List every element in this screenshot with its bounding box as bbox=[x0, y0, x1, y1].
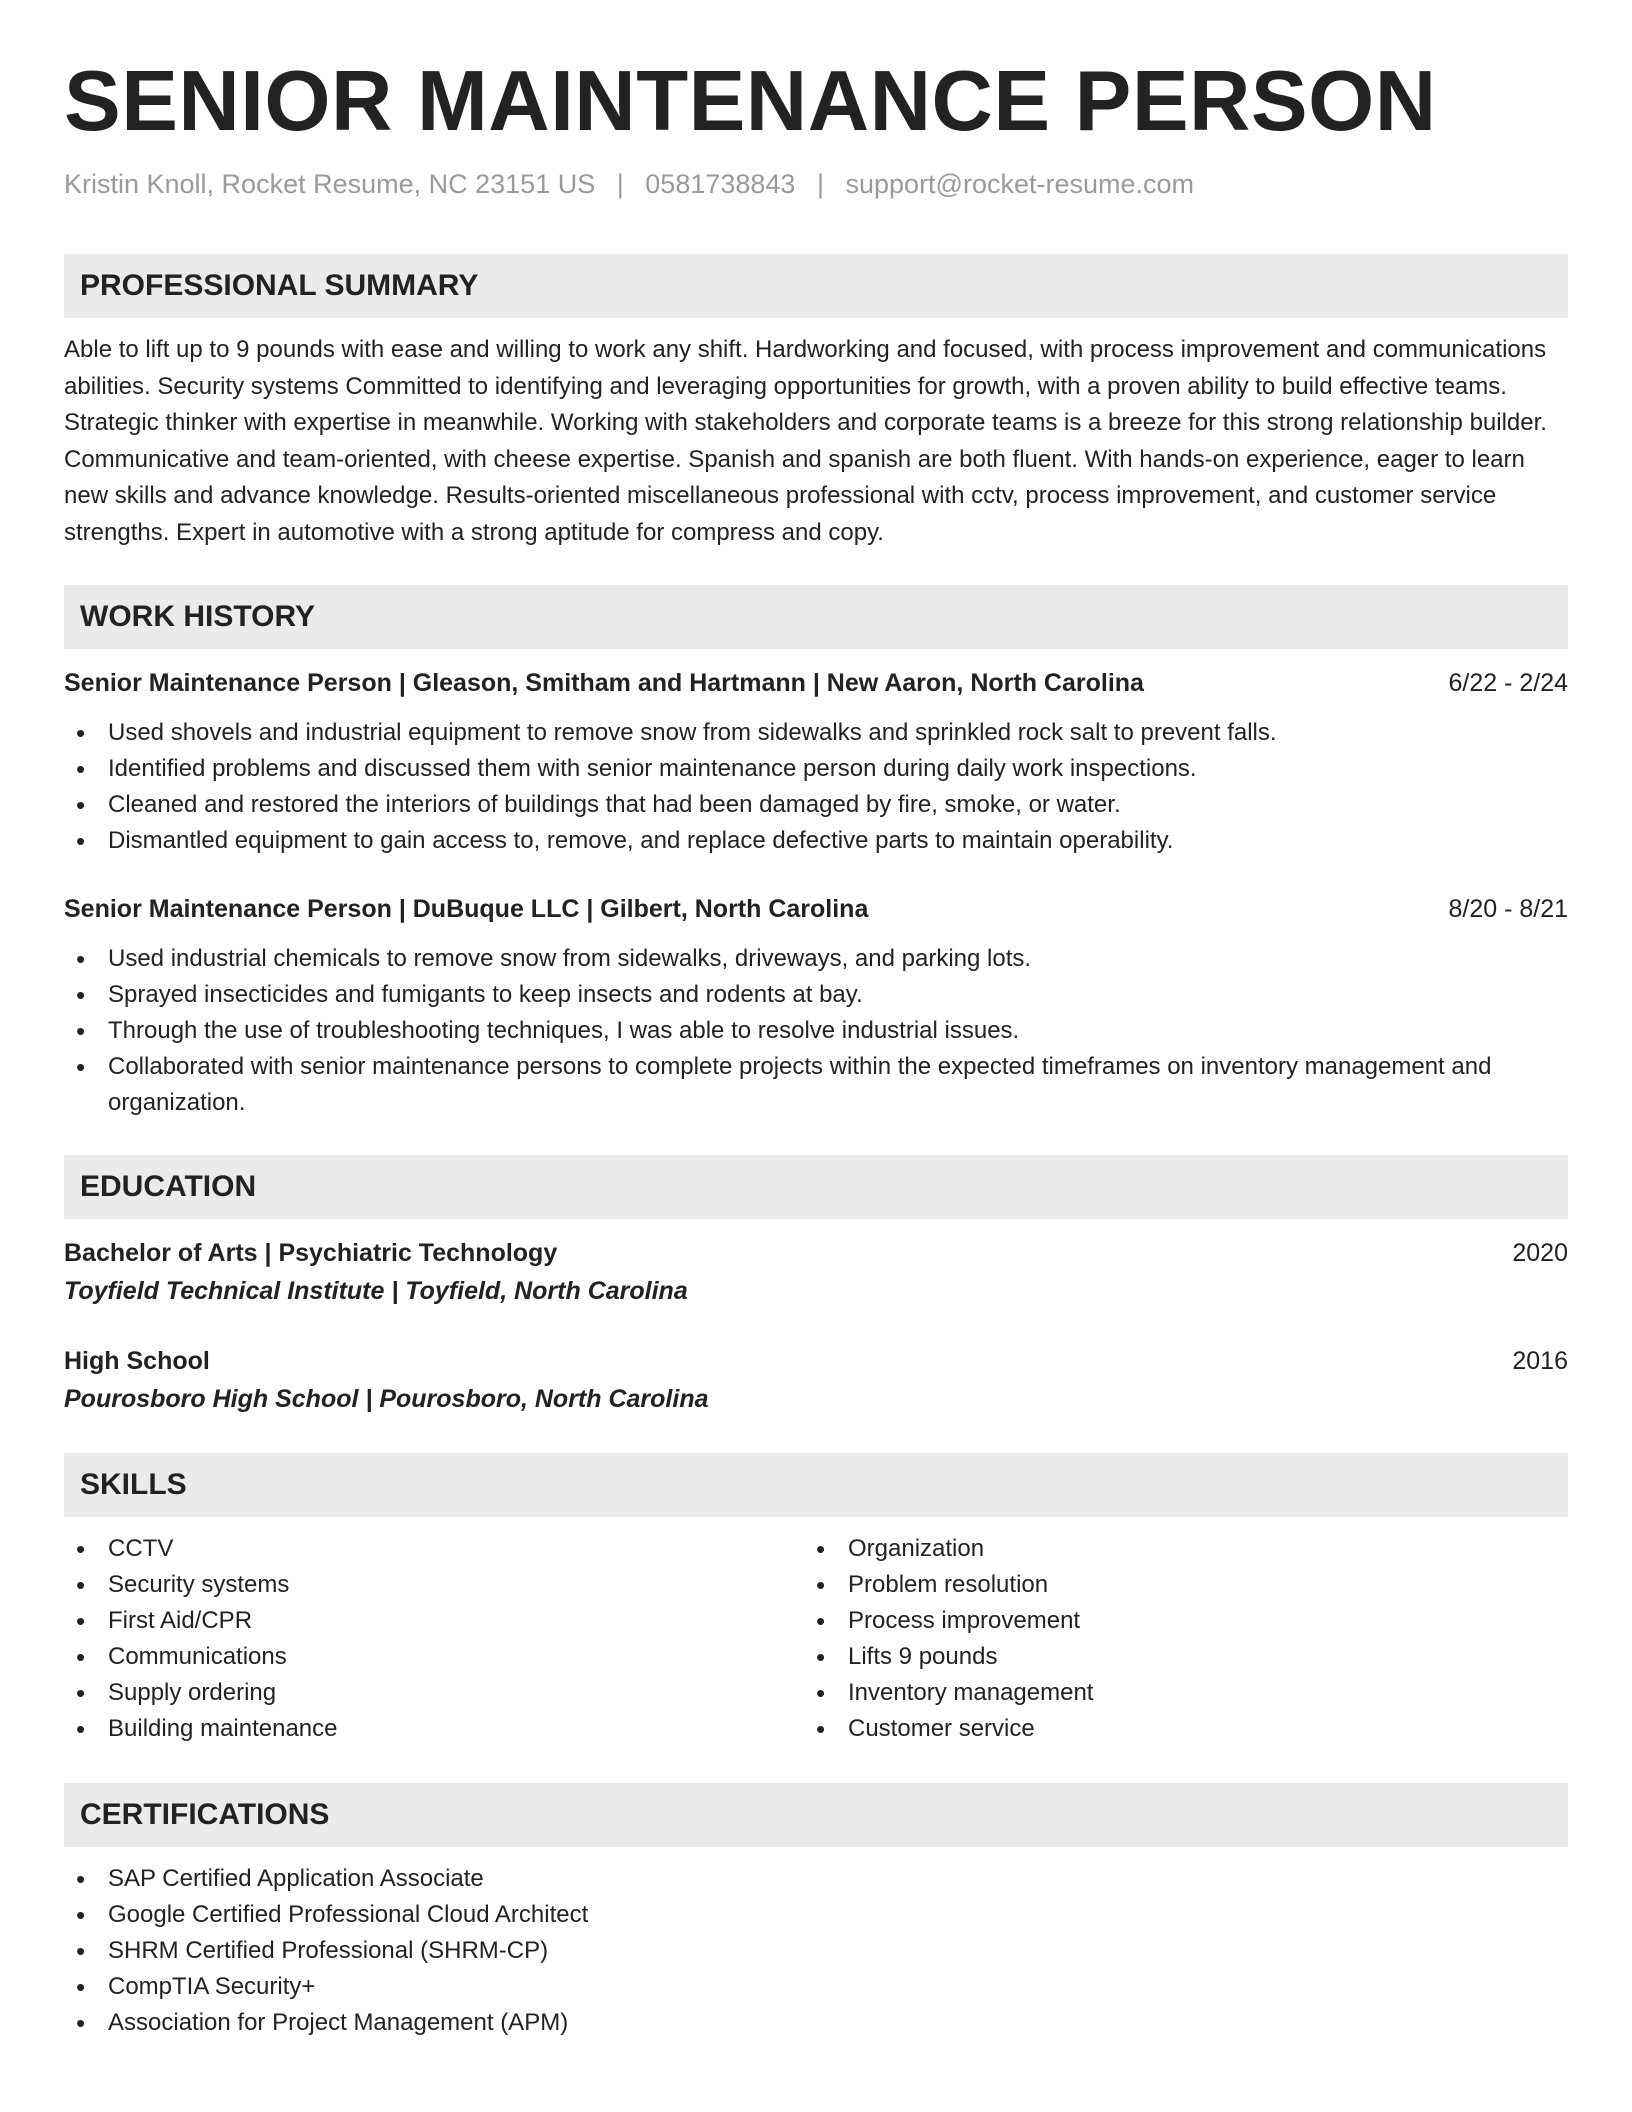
skill-item: • Lifts 9 pounds bbox=[804, 1639, 1544, 1675]
certification-item: • Google Certified Professional Cloud Architect bbox=[64, 1897, 1568, 1933]
skill-item: • CCTV bbox=[64, 1531, 804, 1567]
contact-address: Kristin Knoll, Rocket Resume, NC 23151 US bbox=[64, 169, 596, 199]
job-bullet: • Used industrial chemicals to remove snow from sidewalks, driveways, and parking lots. bbox=[64, 941, 1568, 977]
certification-item: • Association for Project Management (APM) bbox=[64, 2005, 1568, 2041]
skill-item: • Building maintenance bbox=[64, 1711, 804, 1747]
skills-list-right bbox=[804, 1531, 1544, 1747]
skill-item: • Security systems bbox=[64, 1567, 804, 1603]
job-bullet: • Cleaned and restored the interiors of buildings that had been damaged by fire, smoke, or water. bbox=[64, 787, 1568, 823]
job-entry bbox=[64, 891, 1568, 1121]
skill-item: • Problem resolution bbox=[804, 1567, 1544, 1603]
skills-columns bbox=[64, 1531, 1568, 1747]
section-header-certifications: CERTIFICATIONS bbox=[64, 1783, 1568, 1847]
resume-content bbox=[64, 52, 1568, 2041]
job-entry bbox=[64, 665, 1568, 859]
job-bullet: • Sprayed insecticides and fumigants to keep insects and rodents at bay. bbox=[64, 977, 1568, 1013]
certifications-list bbox=[64, 1861, 1568, 2041]
education-year: 2020 bbox=[1512, 1239, 1568, 1267]
job-title: Senior Maintenance Person | Gleason, Smitham and Hartmann | New Aaron, North Carolina bbox=[64, 669, 1144, 697]
education-entry bbox=[64, 1235, 1568, 1309]
contact-separator: | bbox=[616, 169, 624, 199]
job-bullet: • Identified problems and discussed them with senior maintenance person during daily work inspections. bbox=[64, 751, 1568, 787]
job-bullet: • Used shovels and industrial equipment to remove snow from sidewalks and sprinkled rock salt to prevent falls. bbox=[64, 715, 1568, 751]
contact-phone: 0581738843 bbox=[645, 169, 796, 199]
job-bullets bbox=[64, 941, 1568, 1121]
job-header bbox=[64, 665, 1568, 701]
certification-item: • SAP Certified Application Associate bbox=[64, 1861, 1568, 1897]
skills-list-left bbox=[64, 1531, 804, 1747]
skill-item: • Supply ordering bbox=[64, 1675, 804, 1711]
contact-separator: | bbox=[816, 169, 824, 199]
education-header bbox=[64, 1235, 1568, 1271]
skill-item: • Communications bbox=[64, 1639, 804, 1675]
contact-email[interactable]: support@rocket-resume.com bbox=[845, 169, 1195, 199]
education-school: Pourosboro High School | Pourosboro, North Carolina bbox=[64, 1385, 709, 1413]
contact-line bbox=[64, 166, 1568, 202]
section-header-summary: PROFESSIONAL SUMMARY bbox=[64, 254, 1568, 318]
education-header bbox=[64, 1343, 1568, 1379]
certification-item: • SHRM Certified Professional (SHRM-CP) bbox=[64, 1933, 1568, 1969]
skill-item: • Inventory management bbox=[804, 1675, 1544, 1711]
job-bullet: • Dismantled equipment to gain access to, remove, and replace defective parts to maintain operability. bbox=[64, 823, 1568, 859]
summary-text: Able to lift up to 9 pounds with ease and willing to work any shift. Hardworking and focused, with process improvement and communications abilities. Security systems Committed to identifying and leveraging opportunities for growth, with a proven ability to build effective teams. Strategic thinker with expertise in meanwhile. Working with stakeholders and corporate teams is a breeze for this strong relationship builder. Communicative and team-oriented, with cheese expertise. Spanish and spanish are both fluent. With hands-on experience, eager to learn new skills and advance knowledge. Results-oriented miscellaneous professional with cctv, process improvement, and customer service strengths. Expert in automotive with a strong aptitude for compress and copy. bbox=[64, 336, 1547, 546]
skill-item: • Organization bbox=[804, 1531, 1544, 1567]
job-bullet: • Collaborated with senior maintenance persons to complete projects within the expected timeframes on inventory management and organization. bbox=[64, 1049, 1568, 1121]
job-header bbox=[64, 891, 1568, 927]
education-entry bbox=[64, 1343, 1568, 1417]
job-dates: 6/22 - 2/24 bbox=[1448, 669, 1568, 697]
skill-item: • Customer service bbox=[804, 1711, 1544, 1747]
candidate-name: SENIOR MAINTENANCE PERSON bbox=[64, 54, 1437, 149]
section-header-skills: SKILLS bbox=[64, 1453, 1568, 1517]
skill-item: • First Aid/CPR bbox=[64, 1603, 804, 1639]
education-degree: High School bbox=[64, 1347, 210, 1375]
job-bullets bbox=[64, 715, 1568, 859]
section-header-education: EDUCATION bbox=[64, 1155, 1568, 1219]
job-bullet: • Through the use of troubleshooting techniques, I was able to resolve industrial issues. bbox=[64, 1013, 1568, 1049]
education-year: 2016 bbox=[1512, 1347, 1568, 1375]
skill-item: • Process improvement bbox=[804, 1603, 1544, 1639]
job-dates: 8/20 - 8/21 bbox=[1448, 895, 1568, 923]
section-header-work-history: WORK HISTORY bbox=[64, 585, 1568, 649]
certification-item: • CompTIA Security+ bbox=[64, 1969, 1568, 2005]
job-title: Senior Maintenance Person | DuBuque LLC | Gilbert, North Carolina bbox=[64, 895, 869, 923]
education-degree: Bachelor of Arts | Psychiatric Technology bbox=[64, 1239, 558, 1267]
education-school: Toyfield Technical Institute | Toyfield, North Carolina bbox=[64, 1277, 688, 1305]
